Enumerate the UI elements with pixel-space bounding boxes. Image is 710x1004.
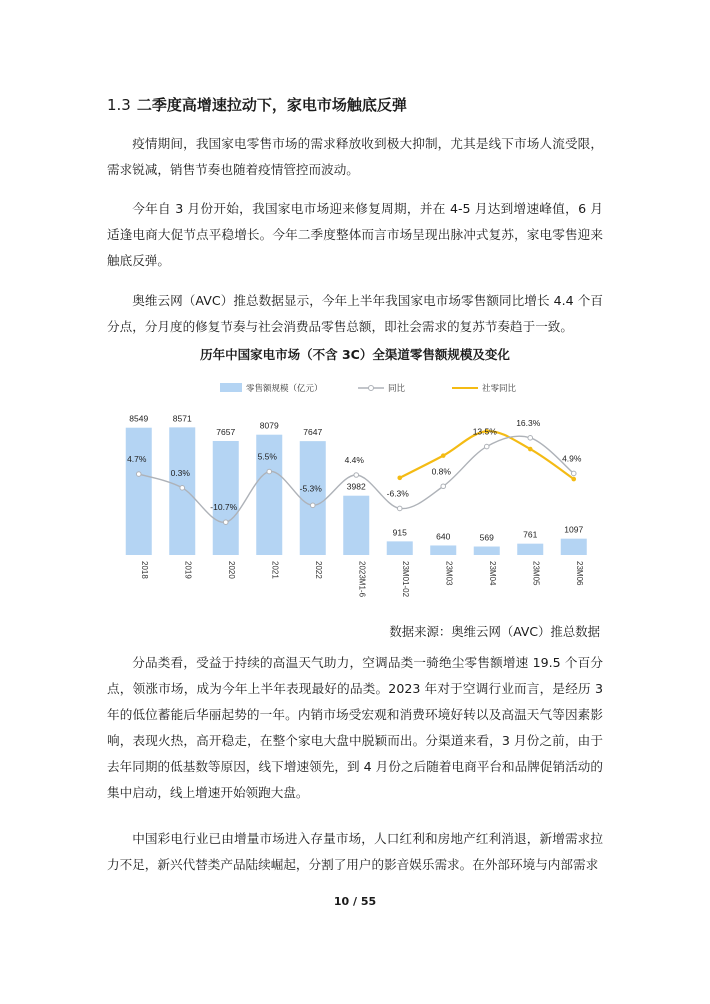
yoy-point bbox=[397, 506, 402, 511]
bar-value-label: 640 bbox=[436, 531, 451, 542]
x-axis bbox=[140, 561, 584, 598]
bar-value-label: 7657 bbox=[216, 426, 236, 437]
category-label: 2019 bbox=[183, 561, 193, 579]
yoy-value-label: 4.9% bbox=[562, 453, 582, 464]
bar-2018 bbox=[126, 428, 152, 555]
bar-2020 bbox=[213, 441, 239, 555]
paragraph-4: 分品类看，受益于持续的高温天气助力，空调品类一骑绝尘零售额增速 19.5 个百分点，领涨市场，成为今年上半年表现最好的品类。2023 年对于空调行业而言，是经历 3 年的低位蓄能后华丽起势的一年。内销市场受宏观和消费环境好转以及高温天气等因素影响，表现火热，高开稳走，在整个家电大盘中脱颖而出。分渠道来看，3 月份之前，由于去年同期的低基数等原因，线下增速领先，到 4 月份之后随着电商平台和品牌促销活动的集中启动，线上增速开始领跑大盘。 bbox=[107, 655, 603, 800]
bar-23M01-02 bbox=[387, 541, 413, 555]
bar-23M06 bbox=[561, 539, 587, 555]
category-label: 23M03 bbox=[444, 561, 454, 586]
yoy-point bbox=[223, 520, 228, 525]
legend-label-social: 社零同比 bbox=[482, 383, 517, 393]
yoy-value-label: -5.3% bbox=[299, 483, 322, 494]
bar-23M03 bbox=[430, 545, 456, 555]
bar-23M04 bbox=[474, 547, 500, 555]
yoy-point bbox=[267, 469, 272, 474]
bar-value-label: 3982 bbox=[346, 481, 366, 492]
category-label: 23M04 bbox=[487, 561, 497, 586]
social-retail-yoy-point bbox=[528, 447, 533, 452]
category-label: 23M01-02 bbox=[400, 561, 410, 598]
bar-23M05 bbox=[517, 544, 543, 555]
paragraph-1: 疫情期间，我国家电零售市场的需求释放收到极大抑制，尤其是线下市场人流受限，需求锐减，销售节奏也随着疫情管控而波动。 bbox=[107, 136, 603, 177]
section-title: 二季度高增速拉动下，家电市场触底反弹 bbox=[136, 96, 407, 114]
category-tick bbox=[314, 561, 323, 579]
yoy-value-label: 13.5% bbox=[472, 426, 497, 437]
yoy-value-label: 4.4% bbox=[344, 455, 364, 465]
category-tick bbox=[575, 561, 584, 586]
category-tick bbox=[531, 561, 540, 586]
social-retail-yoy-point bbox=[571, 477, 576, 482]
paragraph-5: 中国彩电行业已由增量市场进入存量市场，人口红利和房地产红利消退，新增需求拉力不足，新兴代替类产品陆续崛起，分割了用户的影音娱乐需求。在外部环境与内部需求 bbox=[107, 831, 603, 872]
category-tick bbox=[270, 561, 279, 579]
paragraph-2: 今年自 3 月份开始，我国家电市场迎来修复周期，并在 4-5 月达到增速峰值，6 月适逢电商大促节点平稳增长。今年二季度整体而言市场呈现出脉冲式复苏，家电零售迎来触底反弹。 bbox=[107, 201, 603, 268]
yoy-point bbox=[136, 472, 141, 477]
category-tick bbox=[140, 561, 149, 579]
yoy-point bbox=[571, 471, 576, 476]
bar-value-label: 8549 bbox=[129, 413, 149, 424]
category-tick bbox=[357, 561, 366, 598]
legend-swatch-bars bbox=[220, 383, 242, 392]
category-label: 2022 bbox=[313, 561, 323, 579]
bar-2019 bbox=[169, 427, 195, 555]
section-heading bbox=[107, 94, 407, 115]
bar-2023M1-6 bbox=[343, 496, 369, 555]
category-tick bbox=[488, 561, 497, 586]
category-label: 2023M1-6 bbox=[357, 561, 367, 598]
yoy-point bbox=[180, 486, 185, 491]
category-label: 2021 bbox=[270, 561, 280, 579]
bar-value-label: 569 bbox=[479, 532, 494, 543]
page-number: 10 / 55 bbox=[333, 895, 377, 908]
category-label: 2020 bbox=[226, 561, 236, 579]
legend-label-yoy: 同比 bbox=[388, 383, 406, 393]
social-retail-yoy-point bbox=[441, 453, 446, 458]
chart-legend bbox=[220, 383, 517, 393]
yoy-value-label: 0.3% bbox=[170, 467, 190, 478]
data-source-note: 数据来源：奥维云网（AVC）推总数据 bbox=[389, 624, 600, 639]
category-tick bbox=[444, 561, 453, 586]
yoy-point bbox=[354, 473, 359, 478]
yoy-value-label: 4.7% bbox=[127, 454, 147, 465]
legend-label-bars: 零售额规模（亿元） bbox=[246, 383, 323, 393]
category-label: 2018 bbox=[139, 561, 149, 579]
bar-value-label: 915 bbox=[392, 527, 407, 538]
yoy-value-label: 5.5% bbox=[257, 451, 277, 462]
yoy-point bbox=[310, 503, 315, 508]
bar-value-label: 8571 bbox=[172, 413, 192, 424]
social-retail-yoy-point bbox=[397, 476, 402, 481]
yoy-point bbox=[441, 484, 446, 489]
category-label: 23M05 bbox=[531, 561, 541, 586]
category-label: 23M06 bbox=[574, 561, 584, 586]
legend-marker-yoy bbox=[369, 386, 374, 391]
category-tick bbox=[183, 561, 192, 579]
paragraph-3: 奥维云网（AVC）推总数据显示，今年上半年我国家电市场零售额同比增长 4.4 个百分点，分月度的修复节奏与社会消费品零售总额，即社会需求的复苏节奏趋于一致。 bbox=[107, 293, 603, 334]
bar-value-label: 1097 bbox=[564, 524, 584, 535]
category-tick bbox=[227, 561, 236, 579]
yoy-point bbox=[484, 444, 489, 449]
bar-2022 bbox=[300, 441, 326, 555]
yoy-value-label: -6.3% bbox=[386, 488, 409, 499]
category-tick bbox=[401, 561, 410, 598]
section-number: 1.3 bbox=[107, 96, 131, 114]
yoy-value-label: 0.8% bbox=[431, 466, 451, 477]
yoy-point bbox=[528, 436, 533, 441]
chart-title: 历年中国家电市场（不含 3C）全渠道零售额规模及变化 bbox=[200, 347, 510, 362]
yoy-value-label: 16.3% bbox=[516, 417, 541, 428]
yoy-value-label: -10.7% bbox=[210, 502, 238, 513]
bar-value-label: 7647 bbox=[303, 427, 323, 438]
retail-sales-chart bbox=[100, 370, 610, 615]
bar-value-label: 761 bbox=[523, 529, 538, 540]
social-retail-yoy-line bbox=[400, 431, 574, 479]
bar-value-label: 8079 bbox=[259, 420, 279, 431]
